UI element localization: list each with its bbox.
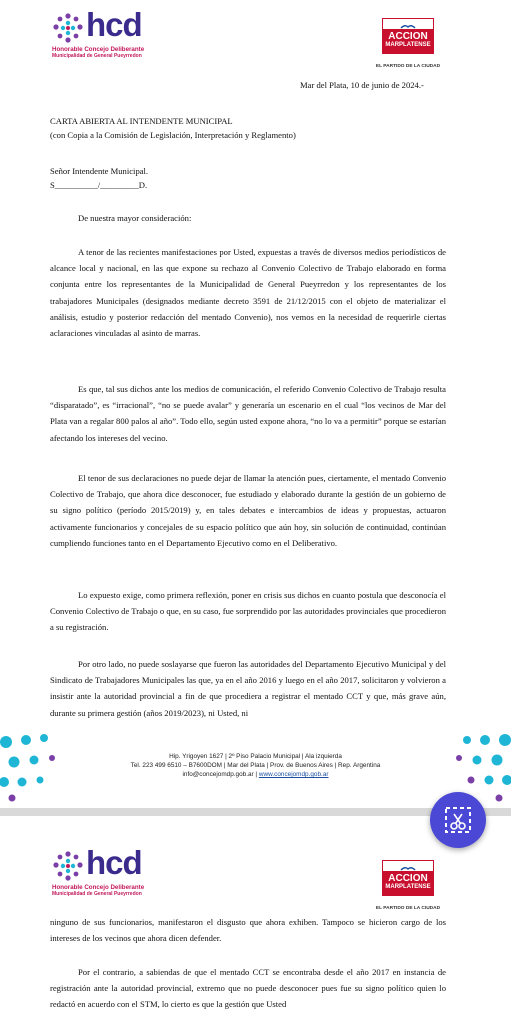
party-logo-box <box>382 860 434 896</box>
page2-paragraph-1 <box>50 914 446 946</box>
letter-footer <box>0 752 511 779</box>
page2-paragraph-1-text: ninguno de sus funcionarios, manifestaron el disgusto que ahora exhiben. Tampoco se hicieron cargo de los intereses de los vecinos que ahora dicen defender. <box>50 917 446 944</box>
letter-subtitle: (con Copia a la Comisión de Legislación, Interpretación y Reglamento) <box>50 130 296 140</box>
hcd-logo-line2: Municipalidad de General Pueyrredon <box>52 53 142 59</box>
hcd-logo-word: hcd <box>86 844 142 881</box>
footer-separator: | <box>253 771 259 778</box>
party-slogan: EL PARTIDO DE LA CIUDAD <box>375 64 441 69</box>
letter-title: CARTA ABIERTA AL INTENDENTE MUNICIPAL <box>50 116 233 126</box>
letter-sd-line: S__________/_________D. <box>50 180 148 190</box>
hcd-dots-icon <box>52 850 84 882</box>
paragraph-4 <box>50 587 446 636</box>
hcd-logo-line1: Honorable Concejo Deliberante <box>52 884 145 891</box>
paragraph-2 <box>50 381 446 446</box>
party-name-1: ACCION <box>388 873 428 884</box>
party-name-2: MARPLATENSE <box>385 884 431 890</box>
letter-date: Mar del Plata, 10 de junio de 2024.- <box>300 80 424 90</box>
letter-salutation: De nuestra mayor consideración: <box>78 213 192 223</box>
paragraph-1 <box>50 244 446 341</box>
footer-contact <box>0 770 511 779</box>
page2-paragraph-2-text: Por el contrario, a sabiendas de que el mentado CCT se encontraba desde el año 2017 en instancia de registración ante la autoridad provincial, extremo que no puede desconocer pues fue su signo político quien lo redactó en acuerdo con el STM, lo cierto es que la gestión que Usted <box>50 967 446 1010</box>
paragraph-5 <box>50 656 446 721</box>
footer-website-link[interactable]: www.concejomdp.gob.ar <box>258 771 329 778</box>
accion-marplatense-logo <box>375 18 448 74</box>
party-name-2: MARPLATENSE <box>385 42 431 48</box>
footer-address: Hip. Yrigoyen 1627 | 2º Piso Palacio Municipal | Ala izquierda <box>169 753 342 760</box>
paragraph-2-text: Es que, tal sus dichos ante los medios de comunicación, el referido Convenio Colectivo de Trabajo resulta “disparatado”, es “irracional”, “no se puede avalar” y generaría un escenario en el cual “los vecinos de Mar del Plata van a regalar 800 palos al año”. Todo ello, según usted expone ahora, “no lo va a permitir” porque se estarían afectando los intereses del vecino. <box>50 384 446 443</box>
hcd-logo-word: hcd <box>86 6 142 43</box>
paragraph-1-text: A tenor de las recientes manifestaciones por Usted, expuestas a través de diversos medios periodísticos de alcance local y nacional, en las que expone su rechazo al Convenio Colectivo de Trabajo elaborado en forma conjunta entre los representantes de la Municipalidad de General Pueyrredon y los representantes de los trabajadores Municipales (designados mediante decreto 3591 de 21/12/2015 con el objeto de materializar el análisis, estudio y posterior redacción del mentado Convenio), nos vemos en la necesidad de requerirle ciertas aclaraciones vinculadas al asinto de marras. <box>50 247 446 339</box>
paragraph-5-text: Por otro lado, no puede soslayarse que fueron las autoridades del Departamento Ejecutivo Municipal y del Sindicato de Trabajadores Municipales las que, ya en el año 2016 y luego en el año 2017, solicitaron y volvieron a insistir ante la autoridad provincial a fin de que procediera a registrar el mentado CCT y que, más grave aún, durante su primera gestión (años 2019/2023), ni Usted, ni <box>50 659 446 718</box>
party-slogan: EL PARTIDO DE LA CIUDAD <box>375 906 441 911</box>
hcd-dots-icon <box>52 12 84 44</box>
footer-email[interactable]: info@concejomdp.gob.ar <box>182 771 254 778</box>
paragraph-3 <box>50 470 446 551</box>
party-name-1: ACCION <box>388 31 428 42</box>
letter-addressee: Señor Intendente Municipal. <box>50 166 149 176</box>
party-logo-top <box>382 860 434 872</box>
paragraph-3-text: El tenor de sus declaraciones no puede dejar de llamar la atención pues, ciertamente, el mentado Convenio Colectivo de Trabajo, que ahora dice desconocer, fue estudiado y elaborado durante la gestión de un gobierno de su signo político (período 2015/2019) y, en tales debates e intercambios de ideas y propuestas, actuaron activamente funcionarios y concejales de su espacio político que aún hoy, sin solución de continuidad, continúan cumpliendo funciones tanto en el Departamento Ejecutivo como en el Deliberativo. <box>50 473 446 548</box>
footer-phone: Tel. 223 499 6510 – B7600DOM | Mar del Plata | Prov. de Buenos Aires | Rep. Argentina <box>130 762 381 769</box>
hcd-logo-line2: Municipalidad de General Pueyrredon <box>52 891 142 897</box>
hcd-logo-page2 <box>52 844 192 900</box>
scissors-crop-button[interactable] <box>430 792 486 848</box>
page2-paragraph-2 <box>50 964 446 1013</box>
party-logo-top <box>382 18 434 30</box>
scissors-crop-icon <box>430 792 486 848</box>
hcd-logo <box>52 6 192 62</box>
party-logo-box <box>382 18 434 54</box>
paragraph-4-text: Lo expuesto exige, como primera reflexión, poner en crisis sus dichos en cuanto postula que desconocía el Convenio Colectivo de Trabajo o que, en su caso, fue sorprendido por las autoridades provinciales que procedieron a su registración. <box>50 590 446 633</box>
accion-marplatense-logo-page2 <box>375 860 448 916</box>
hcd-logo-line1: Honorable Concejo Deliberante <box>52 46 145 53</box>
